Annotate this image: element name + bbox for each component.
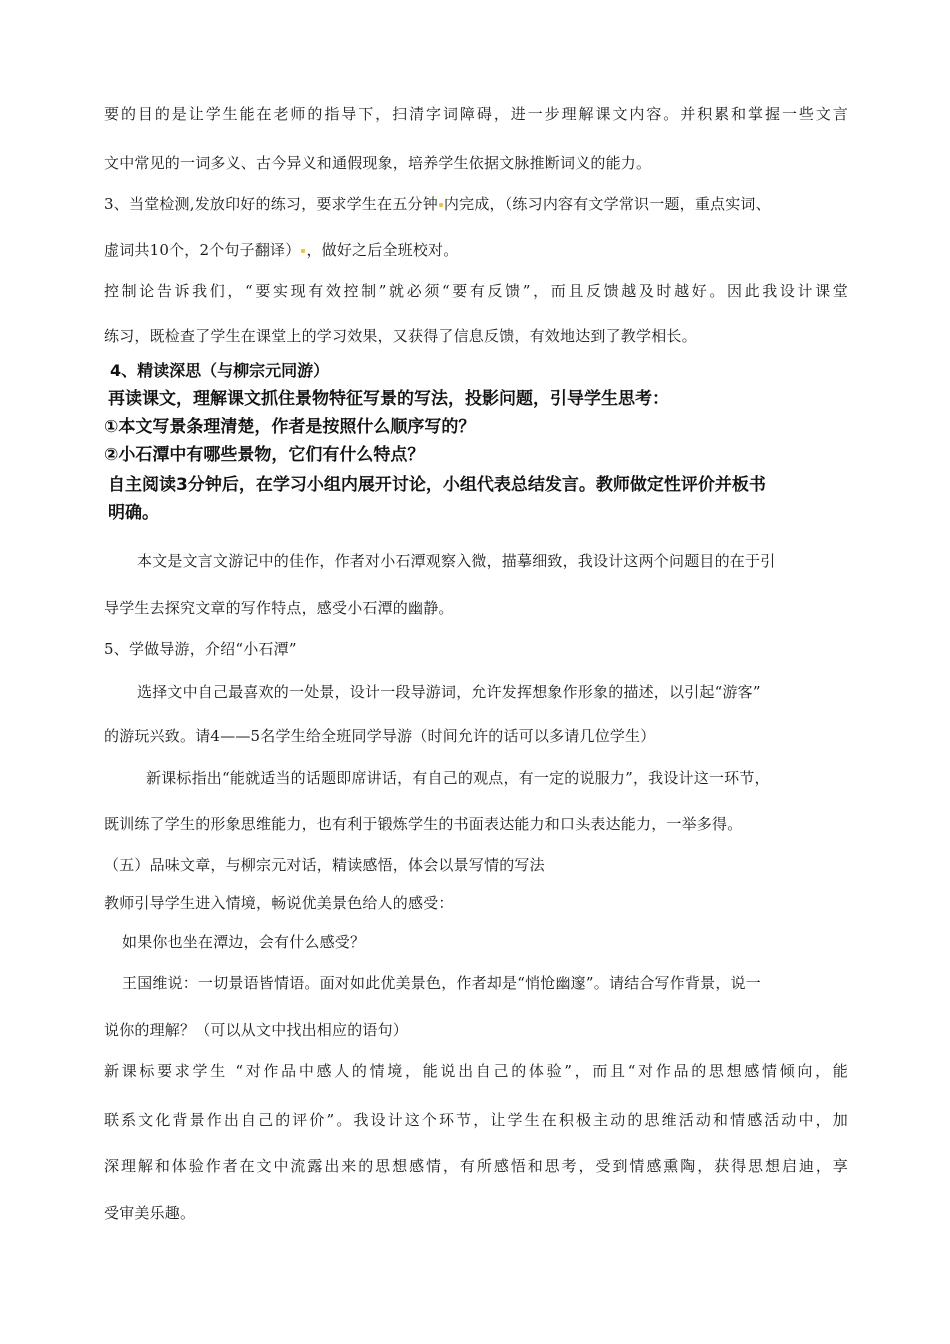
paragraph-line: 练习，既检查了学生在课堂上的学习效果，又获得了信息反馈，有效地达到了教学相长。	[104, 327, 697, 345]
paragraph-line: 导学生去探究文章的写作特点，感受小石潭的幽静。	[104, 599, 454, 617]
image-text-line: 再读课文，理解课文抓住景物特征写景的写法，投影问题，引导学生思考：	[108, 389, 669, 409]
paragraph-line: 本文是文言文游记中的佳作，作者对小石潭观察入微，描摹细致，我设计这两个问题目的在于引	[137, 552, 776, 570]
paragraph-line: 教师引导学生进入情境，畅说优美景色给人的感受：	[104, 894, 454, 912]
paragraph-line: 新课标要求学生 “对作品中感人的情境，能说出自己的体验”，而且“对作品的思想感情倾向，能	[104, 1062, 848, 1080]
text-span: 3、当堂检测,发放印好的练习，要求学生在五分钟	[104, 195, 438, 213]
paragraph-line: 王国维说：一切景语皆情语。面对如此优美景色，作者却是“悄怆幽邃”。请结合写作背景，说一	[122, 974, 761, 992]
paragraph-line: 既训练了学生的形象思维能力，也有利于锻炼学生的书面表达能力和口头表达能力，一举多得。	[104, 815, 743, 833]
text-span: 虚词共10个，2个句子翻译）	[104, 241, 301, 259]
paragraph-line: 要的目的是让学生能在老师的指导下，扫清字词障碍，进一步理解课文内容。并积累和掌握一些文言	[104, 105, 848, 123]
paragraph-line: 如果你也坐在潭边，会有什么感受？	[122, 933, 366, 951]
paragraph-line: 选择文中自己最喜欢的一处景，设计一段导游词，允许发挥想象作形象的描述，以引起“游客”	[137, 683, 761, 701]
image-text-line: 自主阅读3分钟后，在学习小组内展开讨论，小组代表总结发言。教师做定性评价并板书	[108, 475, 766, 495]
highlight-mark	[301, 249, 305, 253]
paragraph-line: 新课标指出“能就适当的话题即席讲话，有自己的观点，有一定的说服力”，我设计这一环节，	[146, 769, 770, 787]
text-span: 内完成，（练习内容有文学常识一题，重点实词、	[443, 195, 771, 213]
paragraph-line: 文中常见的一词多义、古今异义和通假现象，培养学生依据文脉推断词义的能力。	[104, 154, 652, 172]
paragraph-line: 5、学做导游，介绍“小石潭”	[104, 640, 297, 658]
section-heading: 4、精读深思（与柳宗元同游）	[110, 361, 330, 380]
paragraph-line: 控制论告诉我们，“要实现有效控制”就必须“要有反馈”，而且反馈越及时越好。因此我设计课堂	[104, 282, 848, 300]
paragraph-line: 深理解和体验作者在文中流露出来的思想感情，有所感悟和思考，受到情感熏陶，获得思想启迪，享	[104, 1157, 848, 1175]
image-text-line: 明确。	[108, 503, 159, 523]
paragraph-line: 说你的理解？（可以从文中找出相应的语句）	[104, 1021, 409, 1039]
paragraph-line: 的游玩兴致。请4——5名学生给全班同学导游（时间允许的话可以多请几位学生）	[104, 727, 656, 745]
highlight-mark	[439, 203, 443, 207]
text-span: ，做好之后全班校对。	[306, 241, 459, 259]
image-text-line: ②小石潭中有哪些景物，它们有什么特点？	[104, 445, 425, 465]
paragraph-line: （五）品味文章，与柳宗元对话，精读感悟，体会以景写情的写法	[104, 856, 545, 874]
paragraph-line: 受审美乐趣。	[104, 1204, 196, 1222]
image-text-line: ①本文写景条理清楚，作者是按照什么顺序写的？	[104, 417, 476, 437]
embedded-text-image	[104, 356, 854, 528]
paragraph-line	[104, 240, 458, 260]
paragraph-line	[104, 194, 771, 214]
paragraph-line: 联系文化背景作出自己的评价”。我设计这个环节，让学生在积极主动的思维活动和情感活动中，加	[104, 1111, 848, 1129]
